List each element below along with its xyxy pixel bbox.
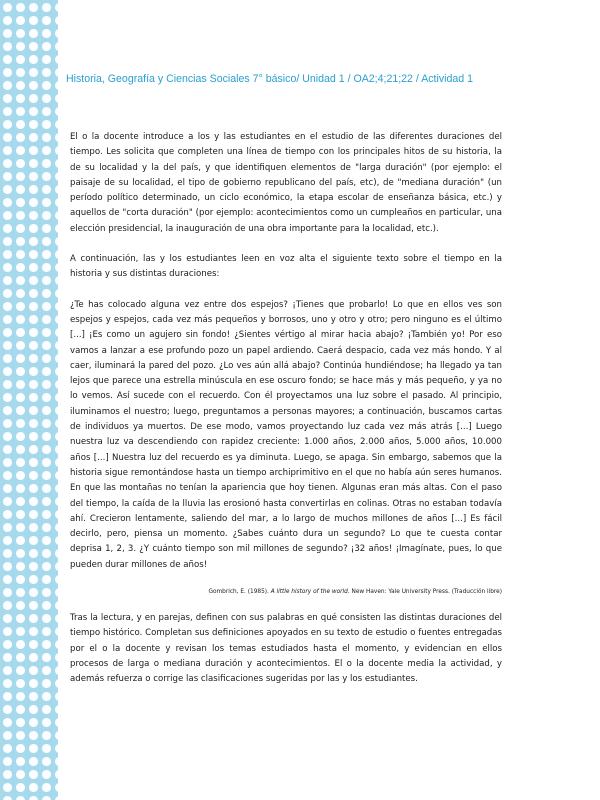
citation-author: Gombrich, E. (1985). (208, 589, 271, 596)
closing-paragraph: Tras la lectura, y en parejas, definen con sus palabras en qué consisten las distintas duraciones del tiempo histórico. Completan sus definiciones apoyados en su texto de estudio o fuentes entregadas por el o la docente y revisan los temas estudiados hasta el momento, y evidencian en ellos procesos de larga o mediana duración y acontecimientos. El o la docente media la actividad, y además refuerza o corrige las clasificaciones sugeridas por las y los estudiantes. (70, 613, 502, 685)
document-header: Historia, Geografía y Ciencias Sociales 7° básico/ Unidad 1 / OA2;4;21;22 / Actividad 1 (66, 73, 474, 85)
quoted-text: ¿Te has colocado alguna vez entre dos espejos? ¡Tienes que probarlo! Lo que en ellos ves son espejos y espejos, cada vez más pequeños y borrosos, uno y otro y otro; pero ninguno es el último [...] ¡Es como un agujero sin fondo! ¿Sientes vértigo al mirar hacia abajo? ¡También yo! Por eso vamos a lanzar a ese profundo pozo un papel ardiendo. Caerá despacio, cada vez más hondo. Y al caer, iluminará la pared del pozo. ¿Lo ves aún allá abajo? Continúa hundiéndose; ha llegado ya tan lejos que parece una estrella minúscula en ese oscuro fondo; se hace más y más pequeño, y ya no lo vemos. Así sucede con el recuerdo. Con él proyectamos una luz sobre el pasado. Al principio, iluminamos el nuestro; luego, preguntamos a personas mayores; a continuación, buscamos cartas de individuos ya muertos. De ese modo, vamos proyectando luz cada vez más atrás [...] Luego nuestra luz va descendiendo con rapidez creciente: 1.000 años, 2.000 años, 5.000 años, 10.000 años [...] Nuestra luz del recuerdo es ya diminuta. Luego, se apaga. Sin embargo, sabemos que la historia sigue remontándose hasta un tiempo archiprimitivo en el que no había aún seres humanos. En que las montañas no tenían la apariencia que hoy tienen. Algunas eran más altas. Con el paso del tiempo, la caída de la lluvia las erosionó hasta convertirlas en colinas. Otras no estaban todavía ahí. Crecieron lentamente, saliendo del mar, a lo largo de muchos millones de años [...] Es fácil decirlo, pero, piensa un momento. ¿Sabes cuánto dura un segundo? Lo que te cuesta contar deprisa 1, 2, 3. ¿Y cuánto tiempo son mil millones de segundo? ¡32 años! ¡Imagínate, pues, lo que pueden durar millones de años! (70, 299, 502, 570)
intro-paragraph: El o la docente introduce a los y las estudiantes en el estudio de las diferentes duraciones del tiempo. Les solicita que completen una línea de tiempo con los principales hitos de su historia, la de su localidad y la del país, y que identifiquen elementos de "larga duración" (por ejemplo: el paisaje de su localidad, el tipo de gobierno republicano del país, etc), de "mediana duración" (un período político determinado, un ciclo económico, la etapa escolar de enseñanza básica, etc.) y aquellos de "corta duración" (por ejemplo: acontecimientos como un cumpleaños en particular, una elección presidencial, la inauguración de una obra importante para la localidad, etc.). (70, 132, 502, 234)
citation-title: A little history of the world (270, 589, 348, 596)
reading-instruction-paragraph: A continuación, las y los estudiantes leen en voz alta el siguiente texto sobre el tiempo en la historia y sus distintas duraciones: (70, 254, 502, 280)
decorative-dotted-stripe (0, 0, 58, 800)
citation (70, 588, 502, 597)
document-body (70, 130, 502, 703)
citation-publisher: . New Haven: Yale University Press. (Traducción libre) (347, 589, 502, 596)
